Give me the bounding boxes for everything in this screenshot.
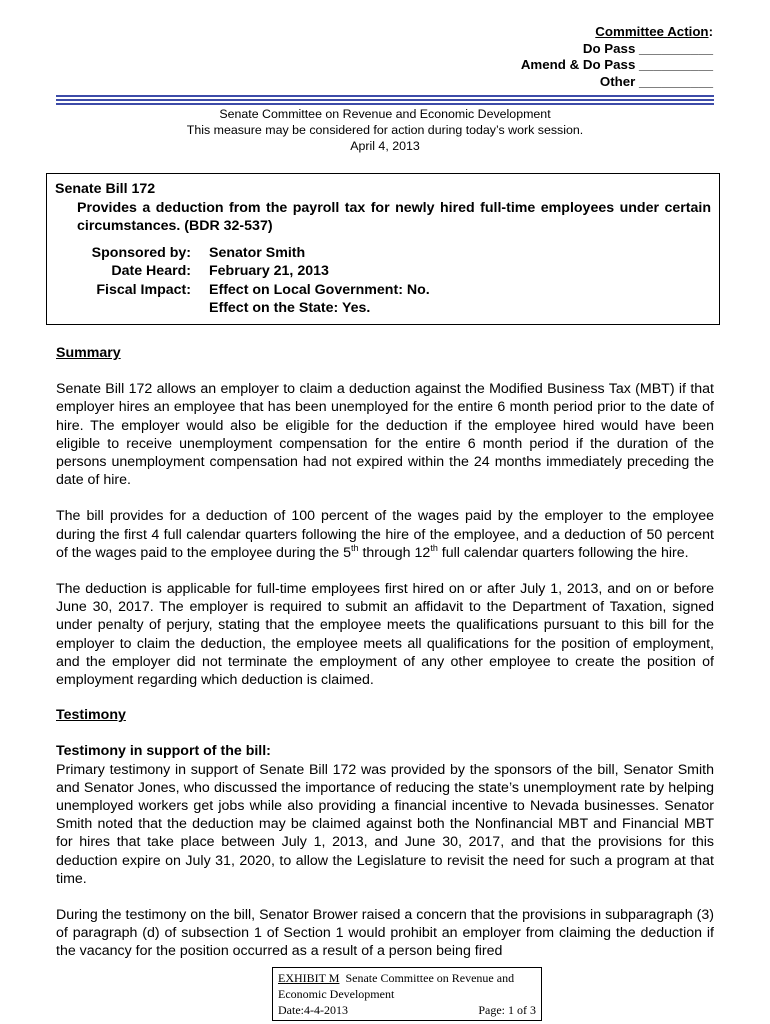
exhibit-date: Date:4-4-2013 bbox=[278, 1003, 348, 1017]
header-date: April 4, 2013 bbox=[350, 139, 420, 154]
sponsored-label: Sponsored by: bbox=[91, 244, 191, 261]
date-heard-label: Date Heard: bbox=[111, 263, 191, 279]
summary-paragraph-3: The deduction is applicable for full-time employees first hired on or after July 1, 2013, and on or before June 30, 2017. The employer is required to submit an affidavit to the Department of Taxation, signed under penalty of perjury, stating that the employee meets the qualifications pursuant to this bill for the employer to claim the deduction, the employee meets all qualifications for the position of employment, and the employer did not terminate the employment of any other employee to create the position of employment regarding which deduction is claimed. bbox=[56, 581, 714, 689]
exhibit-label: EXHIBIT M bbox=[278, 971, 340, 985]
committee-action-block: Committee Action: Do Pass __________ Amend & Do Pass __________ Other __________ bbox=[520, 24, 713, 89]
testimony-support-heading: Testimony in support of the bill: bbox=[56, 743, 271, 760]
sponsored-value: Senator Smith bbox=[209, 244, 306, 261]
exhibit-page: Page: 1 of 3 bbox=[478, 1003, 536, 1017]
do-pass-line: Do Pass __________ bbox=[582, 40, 713, 56]
other-line: Other __________ bbox=[599, 73, 713, 89]
fiscal-state-value: Effect on the State: Yes. bbox=[209, 300, 371, 316]
exhibit-committee-line1: Senate Committee on Revenue and bbox=[345, 971, 515, 985]
testimony-heading: Testimony bbox=[56, 707, 126, 724]
bill-info-box bbox=[46, 173, 720, 325]
amend-do-pass-line: Amend & Do Pass __________ bbox=[520, 57, 713, 72]
committee-action-title: Committee Action bbox=[595, 24, 709, 39]
bill-description: Provides a deduction from the payroll tax for newly hired full-time employees under certain circumstances. (BDR 32-537) bbox=[77, 199, 711, 234]
summary-paragraph-1: Senate Bill 172 allows an employer to claim a deduction against the Modified Business Tax (MBT) if that employer hires an employee that has been unemployed for the entire 6 month period prior to the date of hire. The employer would also be eligible for the deduction if the employee hired would have been eligible to receive unemployment compensation for the entire 6 month period if the duration of the persons unemployment compensation had not expired within the 24 months immediately preceding the date of hire. bbox=[56, 381, 714, 489]
summary-paragraph-2: The bill provides for a deduction of 100 percent of the wages paid by the employer to the employee during the first 4 full calendar quarters following the hire of the employee, and a deduction of 50 percent of the wages paid to the employee during the 5th through 12th full calendar quarters following the hire. bbox=[56, 508, 714, 561]
fiscal-local-value: Effect on Local Government: No. bbox=[209, 281, 430, 298]
fiscal-impact-label: Fiscal Impact: bbox=[96, 281, 191, 298]
summary-heading: Summary bbox=[56, 345, 121, 361]
testimony-paragraph-2: During the testimony on the bill, Senator Brower raised a concern that the provisions in subparagraph (3) of paragraph (d) of subsection 1 of Section 1 would prohibit an employer from claiming the deduction if the vacancy for the position occurred as a result of a person being fired bbox=[56, 907, 714, 960]
committee-name: Senate Committee on Revenue and Economic Development bbox=[219, 107, 551, 121]
committee-header bbox=[56, 106, 714, 155]
testimony-paragraph-1: Primary testimony in support of Senate Bill 172 was provided by the sponsors of the bill, Senator Smith and Senator Jones, who discussed the importance of reducing the state’s unemployment rate by helping unemployed workers get jobs while also providing a financial incentive to Nevada businesses. Senator Smith noted that the deduction may be claimed against both the Nonfinancial MBT and Financial MBT for hires that take place between July 1, 2013, and June 30, 2017, and that the provisions for this deduction expire on July 31, 2020, to allow the Legislature to revisit the need for such a program at that time. bbox=[56, 761, 714, 887]
exhibit-stamp bbox=[272, 967, 542, 1021]
bill-details bbox=[55, 244, 711, 318]
document-body bbox=[56, 344, 714, 961]
exhibit-committee-line2: Economic Development bbox=[278, 987, 395, 1001]
bill-number: Senate Bill 172 bbox=[55, 181, 156, 197]
work-session-note: This measure may be considered for action during today’s work session. bbox=[186, 123, 584, 138]
date-heard-value: February 21, 2013 bbox=[209, 263, 329, 279]
